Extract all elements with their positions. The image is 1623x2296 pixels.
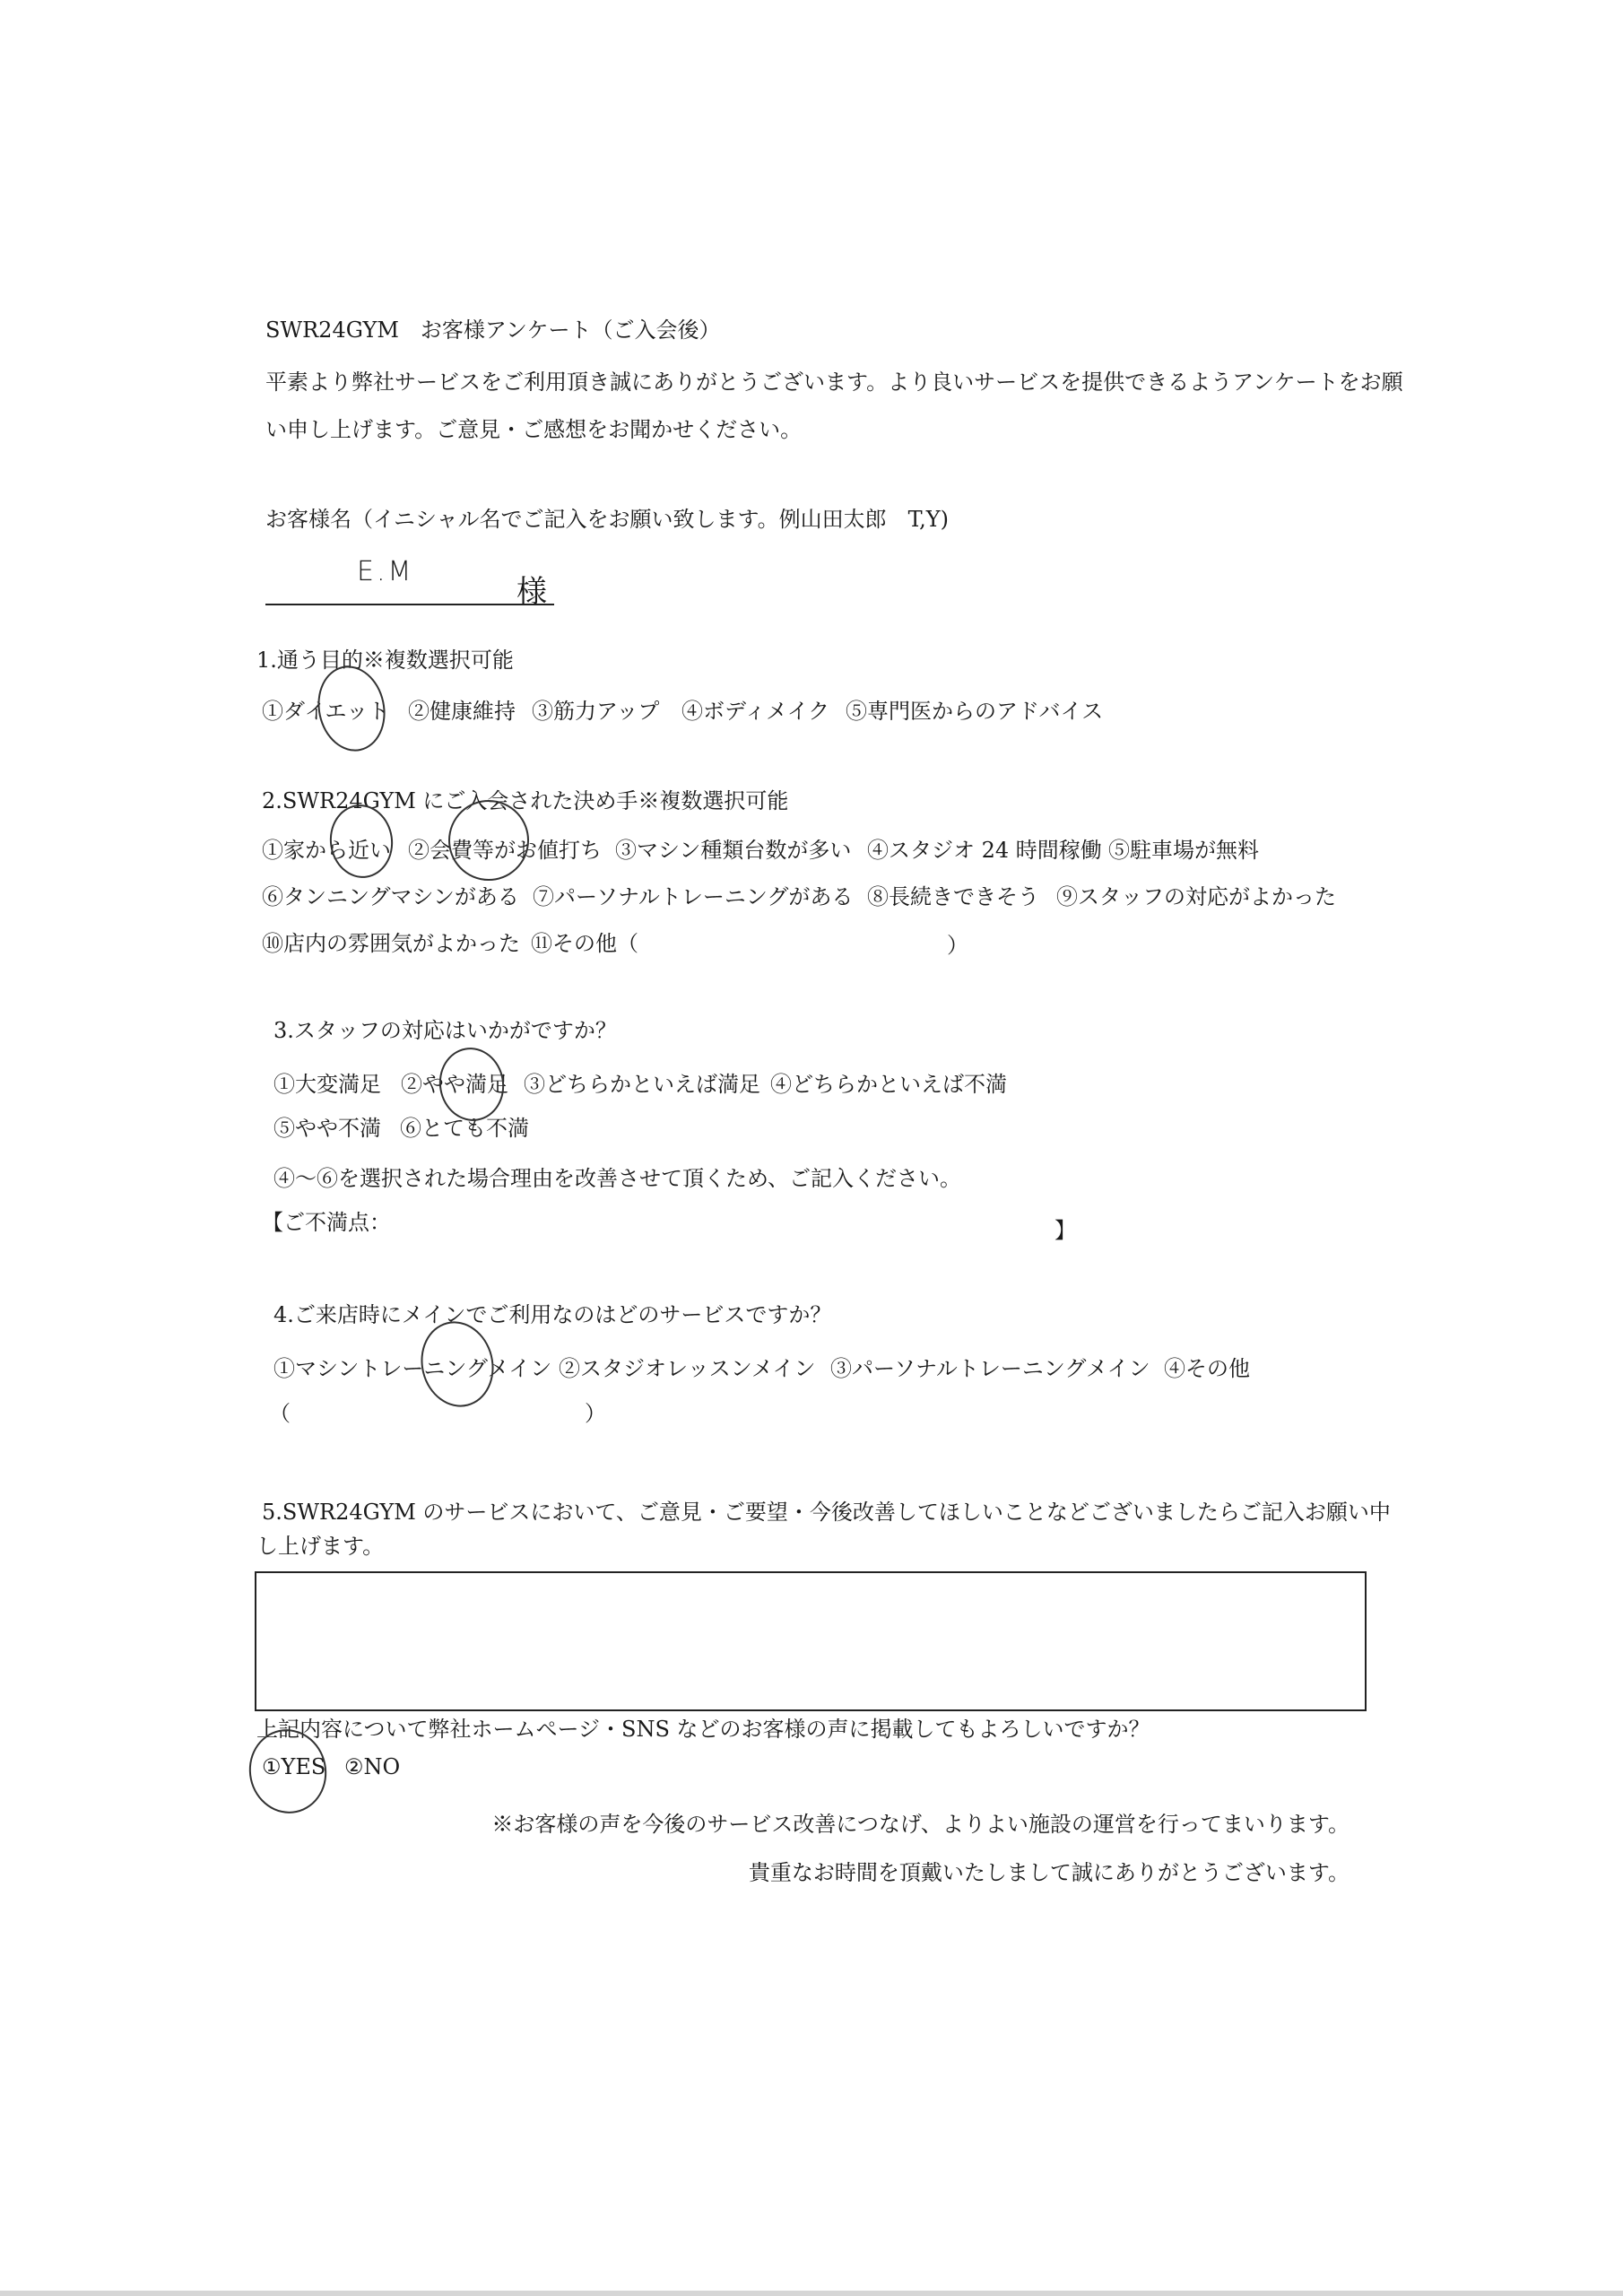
q2-option-6[interactable]: ⑥タンニングマシンがある (262, 884, 519, 909)
honorific-sama: 様 (516, 574, 547, 610)
q5-question-line-2: し上げます。 (256, 1534, 385, 1559)
q2-option-2[interactable]: ②会費等がお値打ち (408, 838, 602, 863)
q3-complaint-open: 【ご不満点： (262, 1210, 391, 1235)
consent-no-option[interactable]: ②NO (344, 1754, 401, 1779)
customer-name-label: お客様名（イニシャル名でご記入をお願い致します。例山田太郎 T,Y) (265, 507, 949, 532)
q2-question: 2.SWR24GYM にご入会された決め手※複数選択可能 (262, 788, 789, 813)
q2-option-1[interactable]: ①家から近い (262, 838, 391, 863)
q1-option-5[interactable]: ⑤専門医からのアドバイス (846, 699, 1104, 724)
q1-option-2[interactable]: ②健康維持 (408, 699, 516, 724)
q5-answer-box[interactable] (255, 1571, 1367, 1711)
q3-option-1[interactable]: ①大変満足 (273, 1072, 381, 1097)
q1-option-1[interactable]: ①ダイエット (262, 699, 390, 724)
q3-option-6[interactable]: ⑥とても不満 (400, 1116, 529, 1141)
intro-text-line-1: 平素より弊社サービスをご利用頂き誠にありがとうございます。より良いサービスを提供できるようアンケートをお願 (265, 370, 1403, 395)
q3-option-4[interactable]: ④どちらかといえば不満 (770, 1072, 1007, 1097)
q3-option-2[interactable]: ②やや満足 (401, 1072, 508, 1097)
q4-option-4[interactable]: ④その他 (1164, 1356, 1250, 1381)
q2-option-11[interactable]: ⑪その他（ (531, 931, 638, 956)
consent-question: 上記内容について弊社ホームページ・SNS などのお客様の声に掲載してもよろしいですか？ (256, 1717, 1150, 1742)
q2-option-7[interactable]: ⑦パーソナルトレーニングがある (533, 884, 854, 909)
scan-bottom-edge (0, 2291, 1623, 2296)
footer-thanks: 貴重なお時間を頂戴いたしまして誠にありがとうございます。 (748, 1860, 1350, 1885)
q3-question: 3.スタッフの対応はいかがですか？ (273, 1018, 617, 1043)
q2-option-4[interactable]: ④スタジオ 24 時間稼働 (867, 838, 1102, 863)
q2-option-8[interactable]: ⑧長続きできそう (867, 884, 1039, 909)
q3-complaint-close: 】 (1055, 1218, 1076, 1243)
footer-note: ※お客様の声を今後のサービス改善につなげ、よりよい施設の運営を行ってまいります。 (491, 1812, 1350, 1837)
q1-option-4[interactable]: ④ボディメイク (681, 699, 830, 724)
q2-option-9[interactable]: ⑨スタッフの対応がよかった (1056, 884, 1336, 909)
customer-name-underline (265, 604, 554, 605)
q4-option-3[interactable]: ③パーソナルトレーニングメイン (830, 1356, 1150, 1381)
q3-option-5[interactable]: ⑤やや不満 (273, 1116, 381, 1141)
intro-text-line-2: い申し上げます。ご意見・ご感想をお聞かせください。 (265, 417, 803, 442)
q1-option-3[interactable]: ③筋力アップ (532, 699, 660, 724)
customer-initials-handwritten[interactable]: E.M (357, 556, 414, 587)
q4-option-1[interactable]: ①マシントレーニングメイン (273, 1356, 552, 1381)
q2-option-10[interactable]: ⑩店内の雰囲気がよかった (262, 931, 520, 956)
q3-reason-note: ④～⑥を選択された場合理由を改善させて頂くため、ご記入ください。 (273, 1166, 962, 1191)
q4-other-close-paren: ） (585, 1401, 606, 1426)
consent-yes-option[interactable]: ①YES (262, 1754, 326, 1779)
q2-option-3[interactable]: ③マシン種類台数が多い (615, 838, 852, 863)
q2-other-close-paren: ） (947, 933, 968, 958)
survey-title: SWR24GYM お客様アンケート（ご入会後） (265, 317, 721, 343)
q1-question: 1.通う目的※複数選択可能 (256, 648, 514, 673)
q4-other-open-paren: （ (269, 1401, 291, 1426)
q4-option-2[interactable]: ②スタジオレッスンメイン (559, 1356, 816, 1381)
q2-option-5[interactable]: ⑤駐車場が無料 (1108, 838, 1259, 863)
q4-question: 4.ご来店時にメインでご利用なのはどのサービスですか？ (273, 1302, 832, 1327)
q3-option-3[interactable]: ③どちらかといえば満足 (524, 1072, 760, 1097)
q5-question-line-1: 5.SWR24GYM のサービスにおいて、ご意見・ご要望・今後改善してほしいことなどございましたらご記入お願い中 (262, 1500, 1391, 1525)
